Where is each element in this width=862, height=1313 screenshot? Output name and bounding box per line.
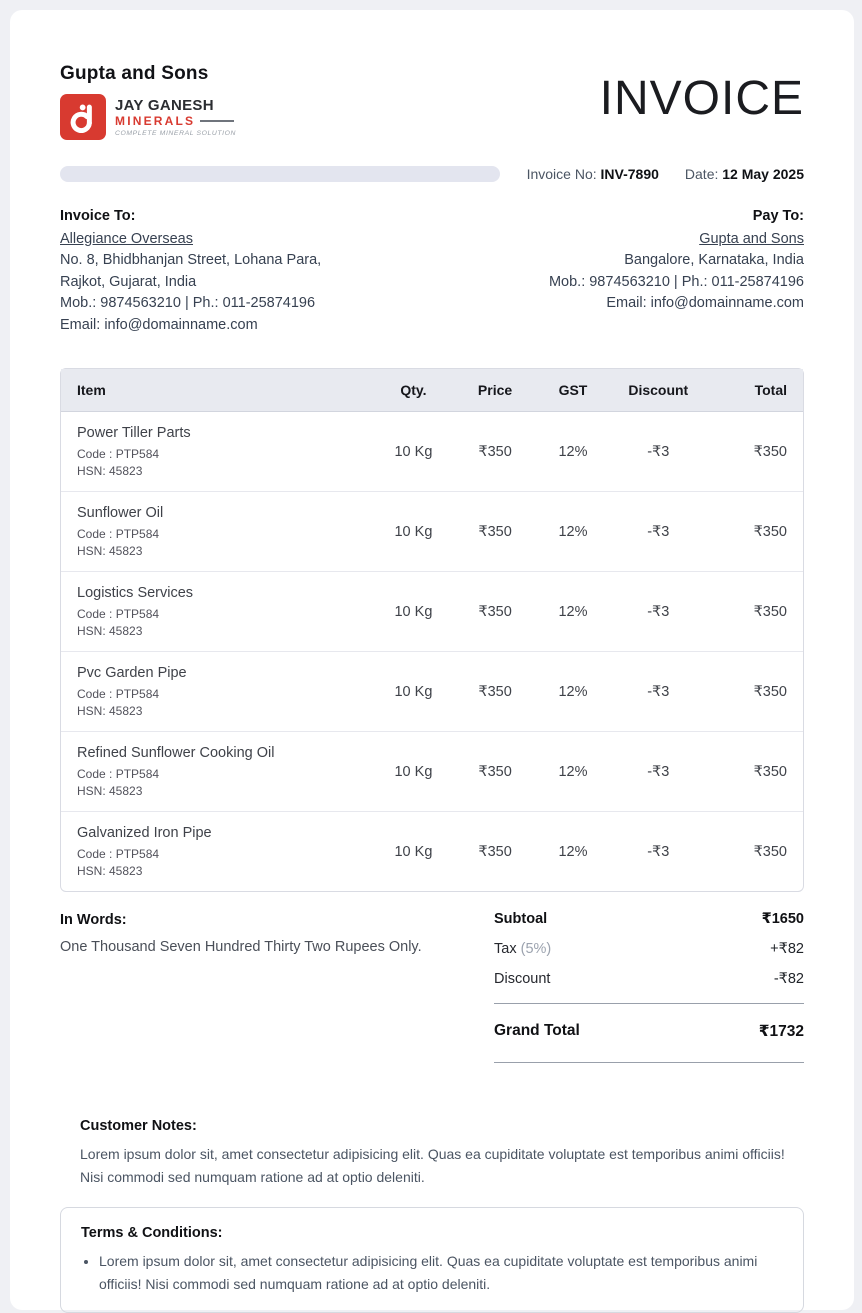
item-name: Pvc Garden Pipe — [77, 665, 187, 681]
invoice-to-email-line: Email: info@domainname.com — [60, 316, 258, 333]
logo-line2-text: MINERALS — [115, 113, 196, 128]
item-cell — [61, 652, 373, 732]
gst-cell: 12% — [536, 812, 610, 892]
item-hsn: HSN: 45823 — [77, 864, 143, 878]
tax-label — [494, 941, 551, 957]
subtotal-label: Subtoal — [494, 911, 548, 927]
discount-cell: -₹3 — [610, 732, 706, 812]
discount-cell: -₹3 — [610, 652, 706, 732]
invoice-to-name-link[interactable]: Allegiance Overseas — [60, 230, 193, 247]
table-row — [61, 492, 803, 572]
subtotal-value: ₹1650 — [761, 911, 804, 927]
addresses — [60, 206, 804, 336]
table-row — [61, 732, 803, 812]
item-hsn: HSN: 45823 — [77, 544, 143, 558]
subtotal-row — [494, 904, 804, 934]
meta-decorative-bar — [60, 166, 500, 182]
item-cell — [61, 412, 373, 492]
logo-text — [115, 98, 236, 137]
discount-cell: -₹3 — [610, 492, 706, 572]
totals-divider — [494, 1003, 804, 1004]
price-cell: ₹350 — [454, 572, 536, 652]
discount-row — [494, 964, 804, 994]
invoice-card — [10, 10, 854, 1310]
item-code: Code : PTP584 — [77, 607, 160, 621]
total-cell: ₹350 — [707, 812, 804, 892]
price-cell: ₹350 — [454, 732, 536, 812]
total-cell: ₹350 — [707, 652, 804, 732]
gst-cell: 12% — [536, 732, 610, 812]
col-header-price: Price — [454, 369, 536, 412]
logo-dash — [200, 120, 234, 122]
qty-cell: 10 Kg — [373, 812, 455, 892]
col-header-item: Item — [61, 369, 373, 412]
tax-label-text: Tax — [494, 941, 517, 957]
grand-total-label: Grand Total — [494, 1022, 580, 1039]
invoice-title: INVOICE — [599, 72, 804, 125]
terms-item: • Lorem ipsum dolor sit, amet consectetur adipisicing elit. Quas ea cupiditate voluptate est temporibus animi officiis! Nisi commodi sed numquam ratione ad at optio deleniti. — [99, 1250, 779, 1296]
total-cell: ₹350 — [707, 572, 804, 652]
table-row — [61, 572, 803, 652]
date-label: Date: — [684, 166, 719, 182]
terms-heading: Terms & Conditions: — [81, 1225, 223, 1241]
col-header-gst: GST — [536, 369, 610, 412]
customer-notes-text: Lorem ipsum dolor sit, amet consectetur adipisicing elit. Quas ea cupiditate voluptate est temporibus animi officiis! Nisi commodi sed numquam ratione ad at optio deleniti. — [80, 1146, 785, 1185]
col-header-discount: Discount — [610, 369, 706, 412]
item-code: Code : PTP584 — [77, 447, 160, 461]
items-table — [60, 368, 804, 892]
invoice-to-block — [60, 206, 420, 336]
discount-value: -₹82 — [773, 971, 804, 987]
in-words-heading: In Words: — [60, 912, 127, 928]
item-code: Code : PTP584 — [77, 767, 160, 781]
item-cell — [61, 812, 373, 892]
tax-percentage: (5%) — [520, 941, 552, 957]
item-name: Logistics Services — [77, 585, 194, 601]
price-cell: ₹350 — [454, 492, 536, 572]
table-row — [61, 812, 803, 892]
header — [60, 63, 804, 140]
total-cell: ₹350 — [707, 732, 804, 812]
item-name: Sunflower Oil — [77, 505, 164, 521]
item-cell — [61, 492, 373, 572]
terms-list — [81, 1250, 783, 1296]
totals-section — [60, 904, 804, 1072]
qty-cell: 10 Kg — [373, 652, 455, 732]
invoice-to-address-line: No. 8, Bhidbhanjan Street, Lohana Para, — [60, 252, 322, 268]
terms-box — [60, 1207, 804, 1313]
item-code: Code : PTP584 — [77, 847, 160, 861]
item-hsn: HSN: 45823 — [77, 704, 143, 718]
item-name: Refined Sunflower Cooking Oil — [77, 745, 275, 761]
invoice-to-address-line: Rajkot, Gujarat, India — [60, 273, 197, 290]
logo-line1: JAY GANESH — [115, 96, 214, 114]
discount-cell: -₹3 — [610, 572, 706, 652]
item-name: Power Tiller Parts — [77, 425, 191, 441]
customer-notes — [60, 1118, 804, 1189]
tax-value: +₹82 — [770, 941, 804, 957]
in-words-block — [60, 904, 440, 1072]
pay-to-heading: Pay To: — [752, 208, 804, 224]
customer-notes-heading: Customer Notes: — [80, 1118, 197, 1134]
col-header-total: Total — [707, 369, 804, 412]
company-name: Gupta and Sons — [60, 63, 209, 84]
logo-mark-icon — [60, 94, 106, 140]
invoice-date — [685, 166, 804, 182]
item-code: Code : PTP584 — [77, 687, 160, 701]
invoice-to-phone-line: Mob.: 9874563210 | Ph.: 011-25874196 — [60, 295, 316, 311]
item-cell — [61, 572, 373, 652]
meta-row — [60, 166, 804, 182]
company-block — [60, 63, 236, 140]
company-logo — [60, 94, 236, 140]
tax-row — [494, 934, 804, 964]
price-cell: ₹350 — [454, 652, 536, 732]
table-header-row — [61, 369, 803, 412]
grand-total-value: ₹1732 — [758, 1023, 804, 1040]
invoice-to-heading: Invoice To: — [60, 208, 136, 224]
pay-to-address-line: Bangalore, Karnataka, India — [624, 252, 804, 268]
table-body — [61, 412, 803, 892]
qty-cell: 10 Kg — [373, 732, 455, 812]
grand-total-row — [494, 1013, 804, 1053]
col-header-qty: Qty. — [373, 369, 455, 412]
item-name: Galvanized Iron Pipe — [77, 825, 212, 841]
price-cell: ₹350 — [478, 443, 512, 460]
qty-cell: 10 Kg — [373, 492, 455, 572]
pay-to-block — [444, 206, 804, 336]
discount-cell: -₹3 — [647, 443, 670, 460]
logo-line2 — [115, 114, 236, 128]
total-cell: ₹350 — [707, 492, 804, 572]
price-cell: ₹350 — [454, 812, 536, 892]
date-value: 12 May 2025 — [722, 166, 804, 182]
invoice-number — [527, 166, 659, 182]
table-row — [61, 412, 803, 492]
gst-cell: 12% — [558, 443, 588, 460]
qty-cell: 10 Kg — [373, 572, 455, 652]
item-cell — [61, 732, 373, 812]
logo-tagline: COMPLETE MINERAL SOLUTION — [115, 129, 237, 137]
pay-to-email-line: Email: info@domainname.com — [606, 295, 804, 311]
total-cell: ₹350 — [753, 443, 787, 460]
qty-cell: 10 Kg — [394, 443, 433, 460]
in-words-text: One Thousand Seven Hundred Thirty Two Rupees Only. — [60, 939, 422, 955]
totals-box — [494, 904, 804, 1072]
pay-to-name-link[interactable]: Gupta and Sons — [699, 230, 804, 247]
discount-cell: -₹3 — [610, 812, 706, 892]
invoice-no-value: INV-7890 — [600, 166, 659, 182]
table-row — [61, 652, 803, 732]
gst-cell: 12% — [536, 652, 610, 732]
totals-bottom-divider — [494, 1062, 804, 1063]
discount-label: Discount — [494, 971, 551, 987]
gst-cell: 12% — [536, 572, 610, 652]
item-hsn: HSN: 45823 — [77, 624, 143, 638]
item-hsn: HSN: 45823 — [77, 464, 143, 478]
pay-to-phone-line: Mob.: 9874563210 | Ph.: 011-25874196 — [548, 273, 804, 290]
item-code: Code : PTP584 — [77, 527, 160, 541]
item-hsn: HSN: 45823 — [77, 784, 143, 798]
invoice-no-label: Invoice No: — [526, 166, 597, 182]
gst-cell: 12% — [536, 492, 610, 572]
